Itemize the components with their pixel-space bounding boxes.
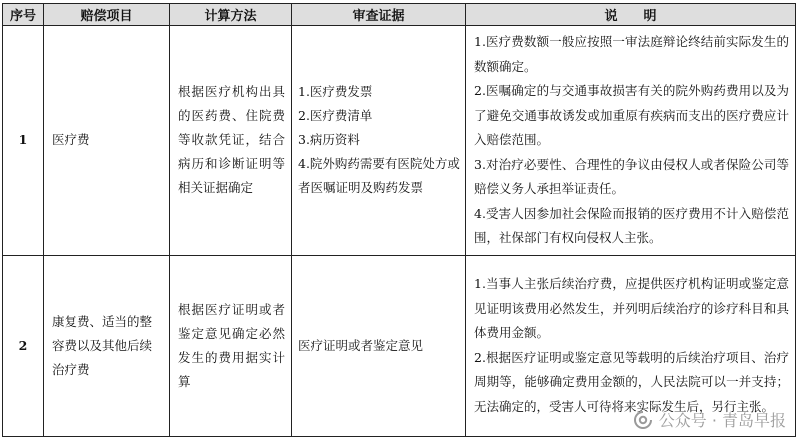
header-calc: 计算方法 — [170, 4, 292, 26]
wechat-official-account-icon — [633, 410, 653, 430]
header-evidence: 审查证据 — [292, 4, 466, 26]
note-line: 1.当事人主张后续治疗费，应提供医疗机构证明或鉴定意见证明该费用必然发生，并列明后续治疗的诊疗科目和具体费用金额。 — [474, 276, 789, 340]
row-item: 医疗费 — [44, 26, 170, 256]
watermark — [633, 408, 786, 431]
note-line: 1.医疗费数额一般应按照一审法庭辩论终结前实际发生的数额确定。 — [474, 34, 789, 74]
watermark-text: 公众号 · 青岛早报 — [658, 411, 786, 430]
note-line: 4.受害人因参加社会保险而报销的医疗费用不计入赔偿范围，社保部门有权向侵权人主张。 — [474, 205, 789, 245]
row-calc: 根据医疗证明或者鉴定意见确定必然发生的费用据实计算 — [170, 255, 292, 436]
row-index: 1 — [3, 26, 44, 256]
row-index: 2 — [3, 255, 44, 436]
header-row — [3, 4, 796, 26]
row-calc: 根据医疗机构出具的医药费、住院费等收款凭证，结合病历和诊断证明等相关证据确定 — [170, 26, 292, 256]
table-row — [3, 26, 796, 256]
compensation-table — [2, 3, 796, 437]
evidence-line: 1.医疗费发票 — [298, 84, 373, 100]
note-line: 2.根据医疗证明或鉴定意见等载明的后续治疗项目、治疗周期等，能够确定费用金额的，人民法院可以一并支持；无法确定的，受害人可待将来实际发生后，另行主张。 — [474, 349, 789, 414]
note-line: 3.对治疗必要性、合理性的争议由侵权人或者保险公司等赔偿义务人承担举证责任。 — [474, 156, 789, 196]
row-evidence — [292, 255, 466, 436]
row-item: 康复费、适当的整容费以及其他后续治疗费 — [44, 255, 170, 436]
evidence-line: 4.院外购药需要有医院处方或者医嘱证明及购药发票 — [298, 156, 460, 196]
header-idx: 序号 — [3, 4, 44, 26]
row-notes — [466, 26, 796, 256]
header-note: 说 明 — [466, 4, 796, 26]
evidence-line: 2.医疗费清单 — [298, 108, 373, 124]
note-line: 2.医嘱确定的与交通事故损害有关的院外购药费用以及为了避免交通事故诱发或加重原有疾病而支出的医疗费应计入赔偿范围。 — [474, 83, 789, 147]
row-evidence — [292, 26, 466, 256]
evidence-line: 3.病历资料 — [298, 132, 360, 148]
header-item: 赔偿项目 — [44, 4, 170, 26]
evidence-line: 医疗证明或者鉴定意见 — [298, 337, 424, 353]
